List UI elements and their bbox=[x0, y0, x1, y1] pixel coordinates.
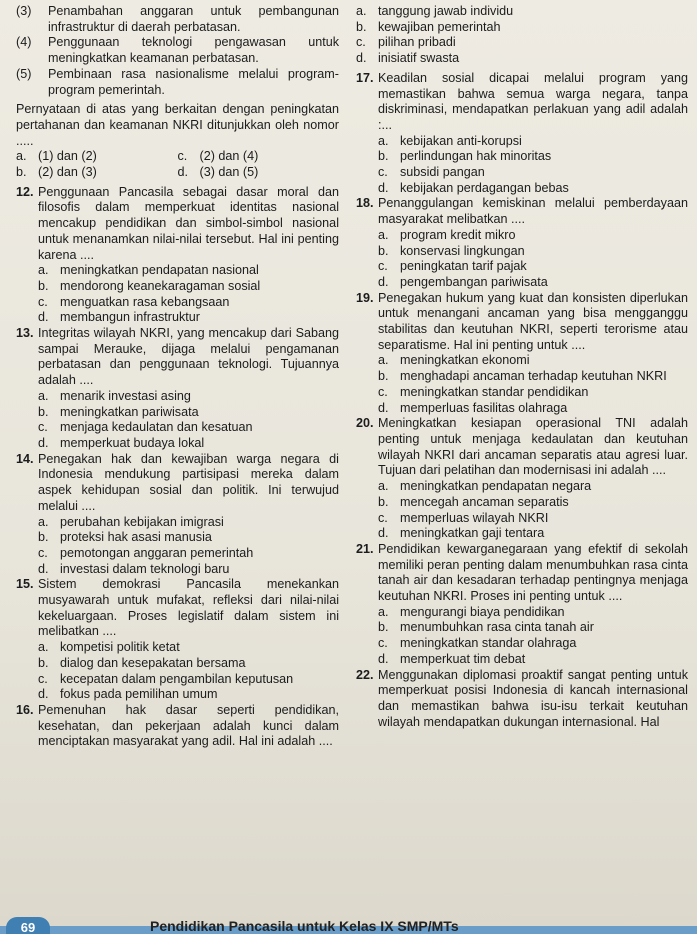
option-d[interactable]: d. pengembangan pariwisata bbox=[378, 274, 548, 289]
option-b[interactable]: b. menumbuhkan rasa cinta tanah air bbox=[378, 620, 594, 635]
option-c[interactable]: c. subsidi pangan bbox=[378, 165, 485, 180]
option-c[interactable]: c. peningkatan tarif pajak bbox=[378, 259, 527, 274]
list-item: (4) Penggunaan teknologi pengawasan untuk meningkatkan keamanan perbatasan. bbox=[16, 35, 339, 66]
answer-options bbox=[38, 263, 339, 326]
option-d[interactable]: d. kebijakan perdagangan bebas bbox=[378, 180, 569, 195]
question-16: 16. Pemenuhan hak dasar seperti pendidikan, kesehatan, dan pekerjaan adalah kunci dalam menciptakan masyarakat yang adil. Hal ini adalah .... bbox=[16, 702, 339, 749]
question-21: 21. Pendidikan kewarganegaraan yang efektif di sekolah memiliki peran penting dalam menumbuhkan rasa cinta tanah air dan kesadaran terhadap pentingnya menjaga keutuhan NKRI. Proses ini penting untuk .... a. mengurangi biaya pendidikan b. menumbuhkan rasa cinta tanah air c. meningkatkan standar olahraga d. memperkuat tim debat bbox=[356, 541, 688, 666]
option-c[interactable]: c. pilihan pribadi bbox=[356, 35, 456, 50]
question-12: 12. Penggunaan Pancasila sebagai dasar moral dan filosofis dalam memperkuat identitas nasional mencakup pendidikan dan simbol-simbol nasional untuk menanamkan nilai-nilai tersebut. Hal ini penting karena .... a. meningkatkan pendapatan nasional b. mendorong keanekaragaman sosial c. menguatkan rasa kebangsaan d. membangun infrastruktur bbox=[16, 184, 339, 325]
option-d[interactable]: d. memperkuat budaya lokal bbox=[38, 435, 205, 450]
option-b[interactable]: b. konservasi lingkungan bbox=[378, 243, 525, 258]
option-d[interactable]: d. investasi dalam teknologi baru bbox=[38, 561, 230, 576]
answer-options bbox=[356, 4, 688, 67]
option-c[interactable]: c. meningkatkan standar olahraga bbox=[378, 636, 577, 651]
question-14: 14. Penegakan hak dan kewajiban warga negara di Indonesia mendukung partisipasi mereka dalam aspek kehidupan sosial dan politik. Ini terwujud melalui .... a. perubahan kebijakan imigrasi b. proteksi hak asasi manusia c. pemotongan anggaran pemerintah d. investasi dalam teknologi baru bbox=[16, 451, 339, 576]
option-b[interactable]: b. proteksi hak asasi manusia bbox=[38, 530, 212, 545]
option-c[interactable]: c. pemotongan anggaran pemerintah bbox=[38, 545, 254, 560]
option-b[interactable]: b. mencegah ancaman separatis bbox=[378, 494, 569, 509]
option-b[interactable]: b. (2) dan (3) bbox=[16, 165, 97, 180]
option-d[interactable]: d. fokus pada pemilihan umum bbox=[38, 687, 218, 702]
page-number: 69 bbox=[6, 917, 50, 934]
question-15: 15. Sistem demokrasi Pancasila menekankan musyawarah untuk mufakat, refleksi dari nilai-nilai kekeluargaan. Proses legislatif dalam sistem ini melibatkan .... a. kompetisi politik ketat b. dialog dan kesepakatan bersama c. kecepatan dalam pengambilan keputusan d. fokus pada pemilihan umum bbox=[16, 577, 339, 702]
option-b[interactable]: b. perlindungan hak minoritas bbox=[378, 149, 552, 164]
option-a[interactable]: a. meningkatkan pendapatan negara bbox=[378, 479, 592, 494]
question-statement: Pernyataan di atas yang berkaitan dengan peningkatan pertahanan dan keamanan NKRI ditunjukkan oleh nomor ..... bbox=[16, 102, 339, 148]
option-c[interactable]: c. meningkatkan standar pendidikan bbox=[378, 384, 589, 399]
question-19: 19. Penegakan hukum yang kuat dan konsisten diperlukan untuk menangani ancaman yang bisa mengganggu stabilitas dan keutuhan NKRI, seperti terorisme atau separatisme. Hal ini penting untuk .... a. meningkatkan ekonomi b. menghadapi ancaman terhadap keutuhan NKRI c. meningkatkan standar pendidikan d. memperluas fasilitas olahraga bbox=[356, 290, 688, 415]
option-a[interactable]: a. meningkatkan ekonomi bbox=[378, 353, 530, 368]
answer-options bbox=[378, 353, 688, 416]
option-d[interactable]: d. memperluas fasilitas olahraga bbox=[378, 400, 568, 415]
option-b[interactable]: b. dialog dan kesepakatan bersama bbox=[38, 655, 246, 670]
answer-options bbox=[378, 134, 688, 197]
answer-options bbox=[378, 228, 688, 291]
answer-options bbox=[38, 389, 339, 452]
answer-options bbox=[378, 479, 688, 542]
option-d[interactable]: d. inisiatif swasta bbox=[356, 51, 460, 66]
option-d[interactable]: d. membangun infrastruktur bbox=[38, 310, 200, 325]
right-column bbox=[356, 4, 688, 730]
option-a[interactable]: a. (1) dan (2) bbox=[16, 149, 97, 164]
answer-options bbox=[38, 640, 339, 703]
option-c[interactable]: c. kecepatan dalam pengambilan keputusan bbox=[38, 671, 294, 686]
option-b[interactable]: b. menghadapi ancaman terhadap keutuhan NKRI bbox=[378, 369, 667, 384]
option-c[interactable]: c. (2) dan (4) bbox=[177, 149, 259, 164]
option-b[interactable]: b. meningkatkan pariwisata bbox=[38, 404, 199, 419]
question-17: 17. Keadilan sosial dicapai melalui program yang memastikan bahwa semua warga negara, tanpa diskriminasi, mendapatkan perlakuan yang adil adalah :... a. kebijakan anti-korupsi b. perlindungan hak minoritas c. subsidi pangan d. kebijakan perdagangan bebas bbox=[356, 70, 688, 195]
option-c[interactable]: c. memperluas wilayah NKRI bbox=[378, 510, 549, 525]
list-item: (3) Penambahan anggaran untuk pembangunan infrastruktur di daerah perbatasan. bbox=[16, 4, 339, 34]
option-a[interactable]: a. meningkatkan pendapatan nasional bbox=[38, 263, 259, 278]
question-13: 13. Integritas wilayah NKRI, yang mencakup dari Sabang sampai Merauke, dijaga melalui pengamanan perbatasan dan penggunaan teknologi. Tujuannya adalah .... a. menarik investasi asing b. meningkatkan pariwisata c. menjaga kedaulatan dan kesatuan d. memperkuat budaya lokal bbox=[16, 326, 339, 450]
option-a[interactable]: a. tanggung jawab individu bbox=[356, 4, 514, 18]
option-b[interactable]: b. mendorong keanekaragaman sosial bbox=[38, 278, 261, 293]
question-18: 18. Penanggulangan kemiskinan melalui pemberdayaan masyarakat melibatkan .... a. program kredit mikro b. konservasi lingkungan c. peningkatan tarif pajak d. pengembangan pariwisata bbox=[356, 196, 688, 289]
option-b[interactable]: b. kewajiban pemerintah bbox=[356, 19, 501, 34]
answer-options bbox=[38, 515, 339, 578]
option-d[interactable]: d. meningkatkan gaji tentara bbox=[378, 526, 545, 541]
question-20: 20. Meningkatkan kesiapan operasional TNI adalah penting untuk menjaga kedaulatan dan keutuhan wilayah NKRI dari ancaman separatis atau agresi luar. Tujuan dari pelatihan dan modernisasi ini adalah .... a. meningkatkan pendapatan negara b. mencegah ancaman separatis c. memperluas wilayah NKRI d. meningkatkan gaji tentara bbox=[356, 416, 688, 541]
answer-options bbox=[16, 149, 339, 180]
option-a[interactable]: a. kompetisi politik ketat bbox=[38, 640, 180, 655]
option-a[interactable]: a. mengurangi biaya pendidikan bbox=[378, 604, 565, 619]
option-c[interactable]: c. menguatkan rasa kebangsaan bbox=[38, 294, 230, 309]
question-22: 22. Menggunakan diplomasi proaktif sangat penting untuk memperkuat posisi Indonesia di kancah internasional dan memastikan bahwa isu-isu terkait keutuhan wilayah mendapatkan dukungan internasional. Hal bbox=[356, 667, 688, 729]
list-item: (5) Pembinaan rasa nasionalisme melalui program-program pemerintah. bbox=[16, 66, 339, 97]
left-column bbox=[16, 4, 339, 750]
option-c[interactable]: c. menjaga kedaulatan dan kesatuan bbox=[38, 420, 253, 435]
option-d[interactable]: d. memperkuat tim debat bbox=[378, 651, 526, 666]
option-a[interactable]: a. perubahan kebijakan imigrasi bbox=[38, 514, 224, 529]
option-d[interactable]: d. (3) dan (5) bbox=[177, 165, 259, 180]
option-a[interactable]: a. menarik investasi asing bbox=[38, 388, 191, 403]
option-a[interactable]: a. program kredit mikro bbox=[378, 227, 516, 242]
answer-options bbox=[378, 605, 688, 668]
footer-title: Pendidikan Pancasila untuk Kelas IX SMP/MTs bbox=[150, 918, 459, 934]
option-a[interactable]: a. kebijakan anti-korupsi bbox=[378, 133, 522, 148]
